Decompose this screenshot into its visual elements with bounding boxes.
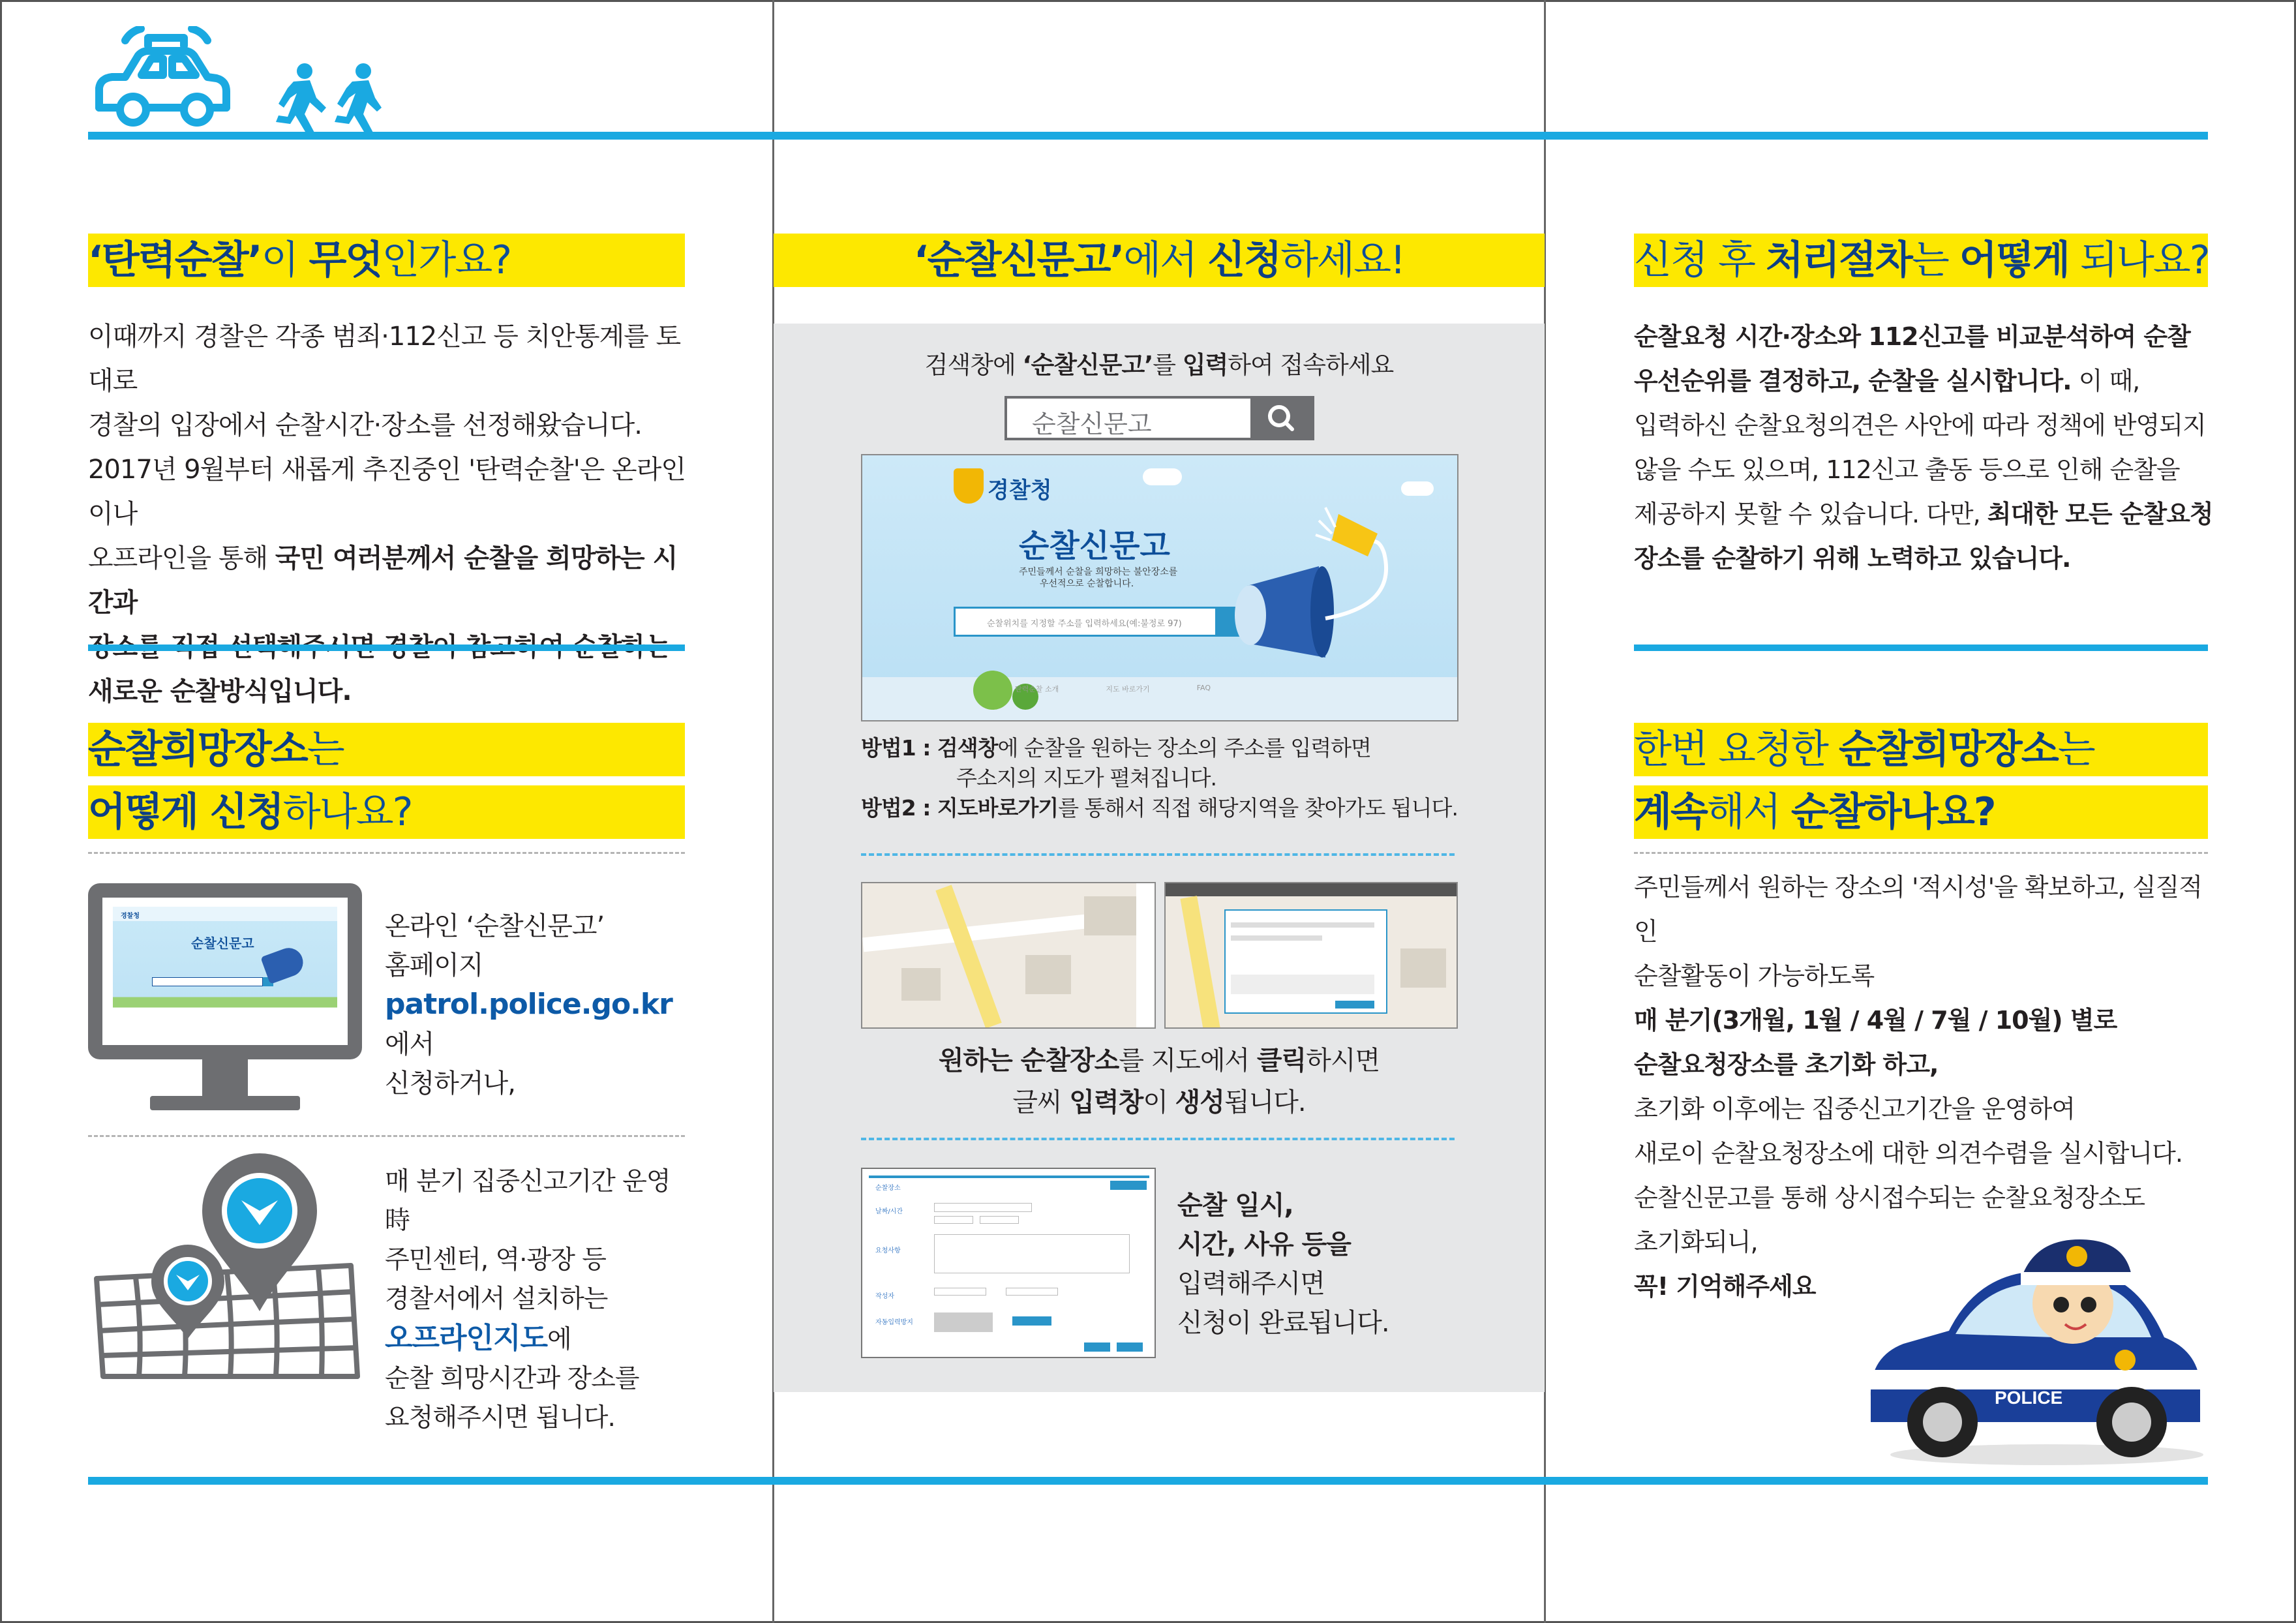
car-police-text: POLICE — [1995, 1388, 2063, 1408]
left-dash-2 — [88, 1135, 685, 1137]
left-intro-text: 이때까지 경찰은 각종 범죄·112신고 등 치안통계를 토대로 경찰의 입장에서 순찰시간·장소를 선정해왔습니다. 2017년 9월부터 새롭게 추진중인 '탄력순찰'은 온라인이나 오프라인을 통해 국민 여러분께서 순찰을 희망하는 시간과 새로운 순찰방식입니다. — [88, 322, 686, 706]
police-emblem-icon — [954, 468, 984, 504]
patrol-car-icon — [86, 26, 236, 134]
running-people-icon — [264, 62, 382, 137]
middle-heading: ‘순찰신문고’에서 신청하세요! — [774, 234, 1545, 287]
site-link-faq[interactable]: FAQ — [1196, 684, 1211, 692]
search-box[interactable] — [1004, 396, 1314, 440]
monitor-illustration — [88, 883, 362, 1125]
left-heading-1: ‘탄력순찰’이 무엇인가요? — [88, 234, 685, 287]
site-search-placeholder: 순찰위치를 지정할 주소를 입력하세요(예:불정로 97) — [987, 619, 1182, 629]
police-mascot-car-illustration — [1858, 1226, 2210, 1474]
left-heading-2-line1: 순찰희망장소는 — [88, 723, 685, 776]
patrol-url-link[interactable]: patrol.police.go.kr — [385, 988, 672, 1021]
form-label-place: 순찰장소 — [875, 1185, 901, 1192]
left-heading-2-line2: 어떻게 신청하나요? — [88, 785, 685, 839]
form-label-request: 요청사항 — [875, 1247, 901, 1254]
search-button[interactable] — [1250, 399, 1312, 438]
site-search-input[interactable] — [954, 607, 1217, 637]
search-hint: 검색창에 ‘순찰신문고’를 입력하여 접속하세요 — [924, 351, 1394, 379]
right-dash — [1634, 852, 2208, 854]
left-dash-1 — [88, 852, 685, 854]
site-title: 순찰신문고 — [1019, 528, 1170, 564]
right-heading-2-line1: 한번 요청한 순찰희망장소는 — [1634, 723, 2208, 776]
map-caption: 원하는 순찰장소를 지도에서 클릭하시면 글씨 입력창이 생성됩니다. — [938, 1046, 1380, 1117]
right-process-text: 순찰요청 시간·장소와 112신고를 비교분석하여 순찰 우선순위를 결정하고, 순찰을 실시합니다. 이 때, 입력하신 순찰요청의견은 사안에 따라 정책에 반영되지 않을 수도 있으며, 112신고 출동 등으로 인해 순찰을 제공하지 못할 수 있습니다. 다만, 최대한 모든 순찰요청 장소를 순찰하기 위해 노력하고 있습니다. — [1634, 322, 2213, 573]
map-screenshot-1 — [861, 882, 1156, 1029]
site-subtitle-2: 우선적으로 순찰합니다. — [1040, 579, 1134, 589]
mini-title: 순찰신문고 — [191, 935, 254, 951]
site-link-map[interactable]: 지도 바로가기 — [1106, 685, 1150, 693]
middle-dash-1 — [861, 853, 1455, 856]
site-subtitle-1: 주민들께서 순찰을 희망하는 불안장소를 — [1019, 567, 1178, 577]
form-label-datetime: 날짜/시간 — [875, 1208, 903, 1215]
form-label-captcha: 자동입력방지 — [875, 1319, 913, 1326]
bottom-rule — [88, 1477, 2208, 1485]
left-mid-rule — [88, 645, 685, 651]
search-box-text: 순찰신문고 — [1032, 410, 1152, 438]
form-label-author: 작성자 — [875, 1293, 894, 1300]
right-heading-1: 신청 후 처리절차는 어떻게 되나요? — [1634, 234, 2208, 287]
method-text: 방법1 : 검색창에 순찰을 원하는 장소의 주소를 입력하면 주소지의 지도가 펼쳐집니다. 방법2 : 지도바로가기를 통해서 직접 해당지역을 찾아가도 됩니다. — [861, 735, 1458, 821]
site-link-intro[interactable]: 탄력순찰 소개 — [1015, 685, 1059, 693]
mini-logo: 경찰청 — [121, 913, 140, 920]
site-logo: 경찰청 — [988, 478, 1052, 504]
megaphone-illustration — [1228, 494, 1423, 690]
middle-dash-2 — [861, 1138, 1455, 1140]
right-mid-rule — [1634, 645, 2208, 651]
map-screenshot-2 — [1164, 882, 1458, 1029]
form-caption: 순찰 일시, 시간, 사유 등을 입력해주시면 신청이 완료됩니다. — [1177, 1191, 1389, 1338]
form-screenshot — [861, 1168, 1156, 1358]
website-screenshot — [861, 454, 1458, 721]
right-heading-2-line2: 계속해서 순찰하나요? — [1634, 785, 2208, 839]
offline-apply-text: 매 분기 집중신고기간 운영 時 주민센터, 역·광장 등 경찰서에서 설치하는 오프라인지도에 순찰 희망시간과 장소를 요청해주시면 됩니다. — [385, 1167, 671, 1433]
right-reset-text: 주민들께서 원하는 장소의 '적시성'을 확보하고, 실질적인 순찰활동이 가능하도록 매 분기(3개월, 1월 / 4월 / 7월 / 10월) 별로 순찰요청장소를 초기화 하고, 초기화 이후에는 집중신고기간을 운영하여 새로이 순찰요청장소에 대한 의견수렴을 실시합니다. 순찰신문고를 통해 상시접수되는 순찰요청장소도 초기화되니, 꼭! 기억해주세요 — [1634, 873, 2202, 1301]
search-icon — [1250, 399, 1312, 438]
top-rule — [88, 132, 2208, 140]
map-pin-illustration — [90, 1148, 364, 1383]
online-apply-text: 온라인 ‘순찰신문고’ 홈페이지 patrol.police.go.kr 에서 신청하거나, — [385, 911, 672, 1099]
